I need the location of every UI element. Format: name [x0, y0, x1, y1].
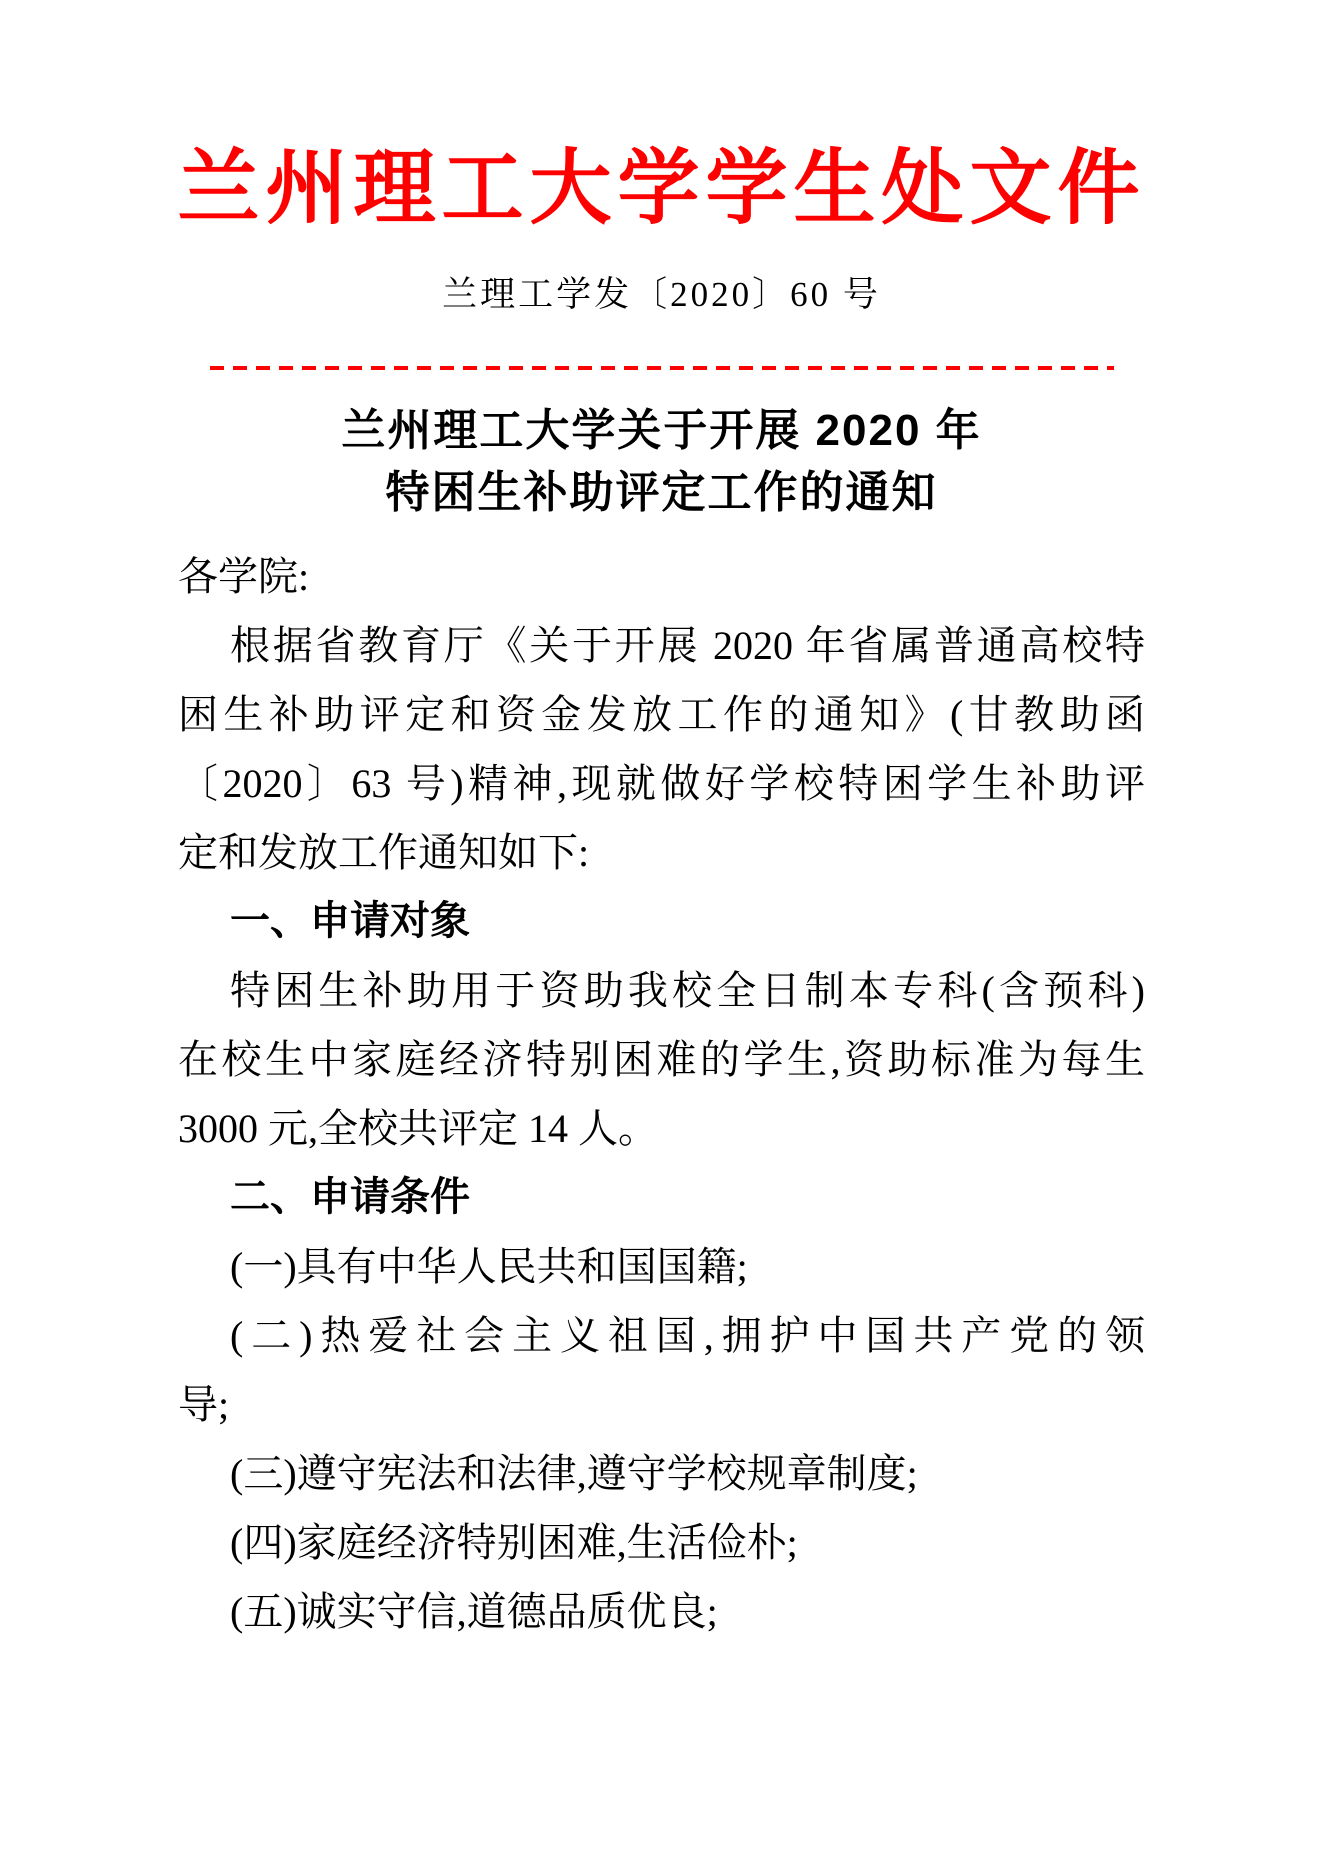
body-line: 定和发放工作通知如下:: [178, 830, 590, 875]
notice-title-line-1: 兰州理工大学关于开展 2020 年: [341, 406, 982, 455]
body-line: (五)诚实守信,道德品质优良;: [230, 1589, 718, 1634]
body-line: (二)热爱社会主义祖国,拥护中国共产党的领: [230, 1313, 1145, 1358]
body-line: 困生补助评定和资金发放工作的通知》(甘教助函: [178, 692, 1145, 737]
document-number: 兰理工学发〔2020〕60 号: [442, 275, 881, 314]
body-line: 3000 元,全校共评定 14 人。: [178, 1106, 658, 1151]
body-line: 根据省教育厅《关于开展 2020 年省属普通高校特: [230, 623, 1145, 668]
body-line: 导;: [178, 1382, 230, 1427]
document-body: [178, 542, 1145, 1646]
notice-title: [0, 400, 1323, 524]
body-line: 一、申请对象: [230, 899, 470, 943]
body-line: 二、申请条件: [230, 1175, 470, 1219]
body-line: (一)具有中华人民共和国国籍;: [230, 1244, 748, 1289]
document-header-title: 兰州理工大学学生处文件: [177, 143, 1146, 234]
body-line: 〔2020〕63 号)精神,现就做好学校特困学生补助评: [178, 761, 1145, 806]
body-line: (四)家庭经济特别困难,生活俭朴;: [230, 1520, 798, 1565]
body-line: 在校生中家庭经济特别困难的学生,资助标准为每生: [178, 1037, 1145, 1082]
body-line: 各学院:: [178, 554, 310, 599]
body-line: 特困生补助用于资助我校全日制本专科(含预科): [230, 968, 1145, 1013]
red-dashed-divider: [210, 366, 1114, 370]
body-line: (三)遵守宪法和法律,遵守学校规章制度;: [230, 1451, 918, 1496]
notice-title-line-2: 特困生补助评定工作的通知: [385, 468, 938, 517]
